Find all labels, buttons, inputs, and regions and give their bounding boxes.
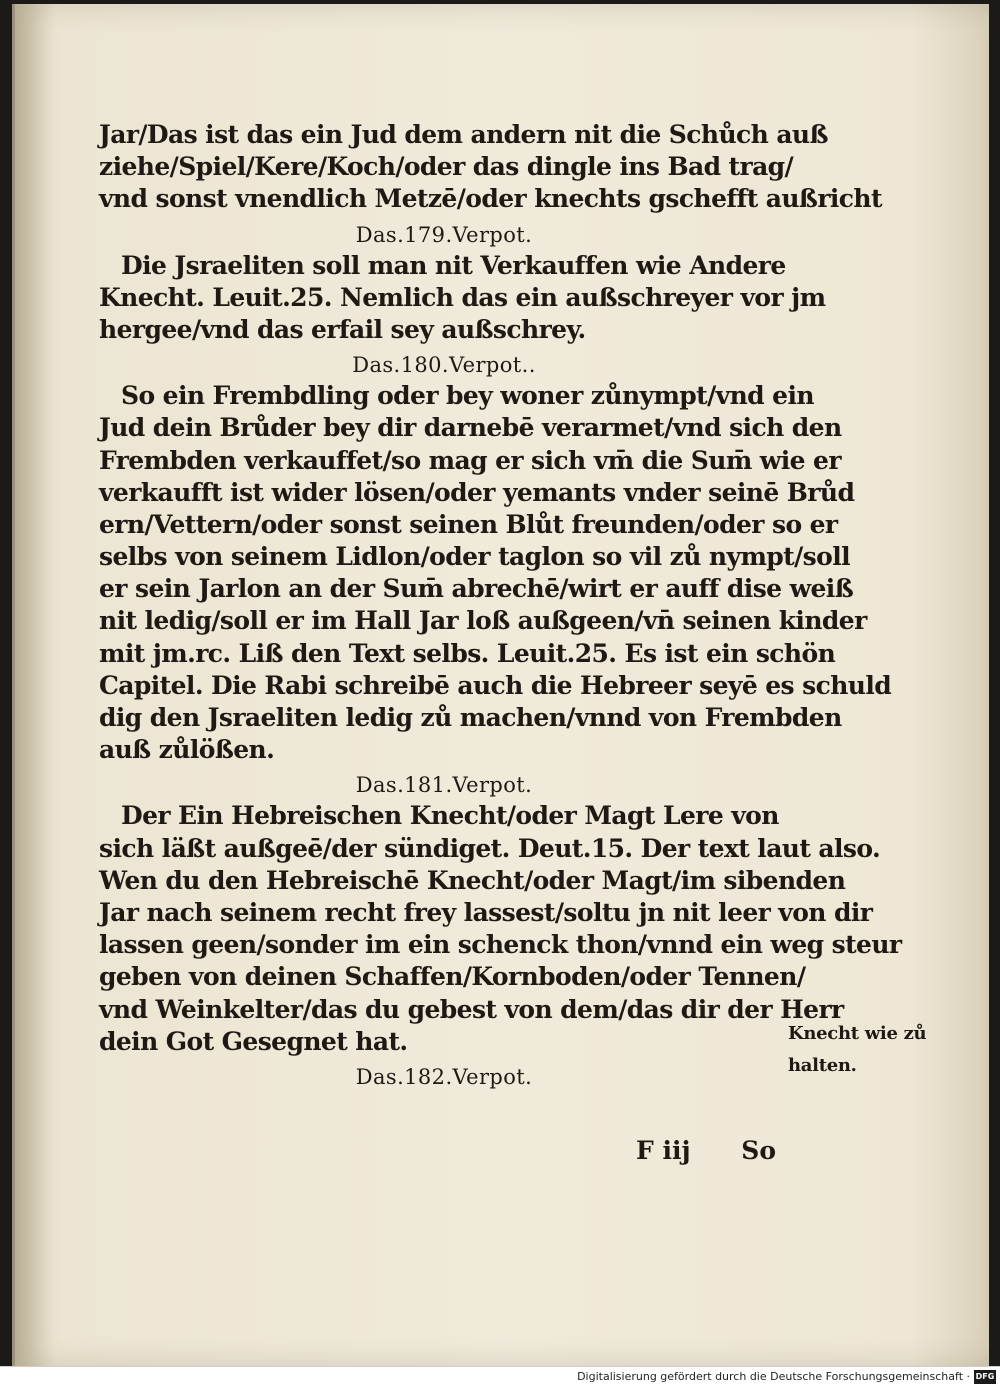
marginal-note-line: halten.: [788, 1055, 857, 1076]
text-line: Der Ein Hebreischen Knecht/oder Magt Lere von: [121, 801, 779, 831]
dfg-logo-icon: DFG: [974, 1370, 996, 1384]
section-heading: Das.180.Verpot..: [352, 353, 536, 378]
text-line: Knecht. Leuit.25. Nemlich das ein außschreyer vor jm: [99, 282, 826, 312]
page-leaf: [12, 4, 989, 1366]
text-line: er sein Jarlon an der Sum̄ abrechē/wirt er auff dise weiß: [99, 574, 854, 604]
text-line: Frembden verkauffet/so mag er sich vm̄ die Sum̄ wie er: [99, 445, 841, 475]
section-heading: Das.179.Verpot.: [355, 222, 533, 247]
digitization-credit-bar: [0, 1366, 1000, 1389]
text-line: geben von deinen Schaffen/Kornboden/oder Tennen/: [99, 962, 806, 992]
text-line: Jar nach seinem recht frey lassest/soltu jn nit leer von dir: [99, 897, 873, 927]
text-line: auß zůlößen.: [99, 735, 275, 765]
text-line: vnd sonst vnendlich Metzē/oder knechts gschefft außricht: [99, 184, 882, 214]
section-heading: Das.182.Verpot.: [355, 1064, 533, 1089]
text-line: Jud dein Brůder bey dir darnebē verarmet/vnd sich den: [99, 413, 842, 443]
text-line: sich läßt außgeē/der sündiget. Deut.15. Der text laut also.: [99, 833, 881, 863]
text-line: dein Got Gesegnet hat.: [99, 1026, 408, 1056]
text-line: selbs von seinem Lidlon/oder taglon so vil zů nympt/soll: [99, 542, 850, 572]
text-line: Capitel. Die Rabi schreibē auch die Hebreer seyē es schuld: [99, 670, 892, 700]
text-line: lassen geen/sonder im ein schenck thon/vnnd ein weg steur: [99, 930, 902, 960]
catchword: So: [741, 1136, 776, 1165]
text-line: ziehe/Spiel/Kere/Koch/oder das dingle ins Bad trag/: [99, 152, 794, 182]
text-line: vnd Weinkelter/das du gebest von dem/das dir der Herr: [99, 994, 844, 1024]
text-line: hergee/vnd das erfail sey außschrey.: [99, 314, 586, 344]
section-heading: Das.181.Verpot.: [355, 773, 533, 798]
text-line: verkaufft ist wider lösen/oder yemants vnder seinē Brůd: [99, 477, 855, 507]
text-line: Jar/Das ist das ein Jud dem andern nit die Schůch auß: [99, 120, 828, 149]
text-line: Wen du den Hebreischē Knecht/oder Magt/im sibenden: [99, 865, 846, 895]
text-line: So ein Frembdling oder bey woner zůnympt/vnd ein: [121, 381, 814, 411]
marginal-note-line: Knecht wie zů: [788, 1023, 927, 1044]
text-line: nit ledig/soll er im Hall Jar loß außgeen/vn̄ seinen kinder: [99, 606, 867, 636]
text-line: dig den Jsraeliten ledig zů machen/vnnd von Frembden: [99, 703, 842, 732]
marginal-note: [788, 1018, 953, 1082]
page-footer-line: [636, 1136, 776, 1165]
text-line: mit jm.rc. Liß den Text selbs. Leuit.25. Es ist ein schön: [99, 638, 836, 668]
digitization-credit-text: Digitalisierung gefördert durch die Deutsche Forschungsgemeinschaft ·: [577, 1370, 970, 1383]
text-line: Die Jsraeliten soll man nit Verkauffen wie Andere: [121, 250, 786, 280]
text-line: ern/Vettern/oder sonst seinen Blůt freunden/oder so er: [99, 509, 838, 539]
signature-mark: F iij: [636, 1136, 691, 1165]
